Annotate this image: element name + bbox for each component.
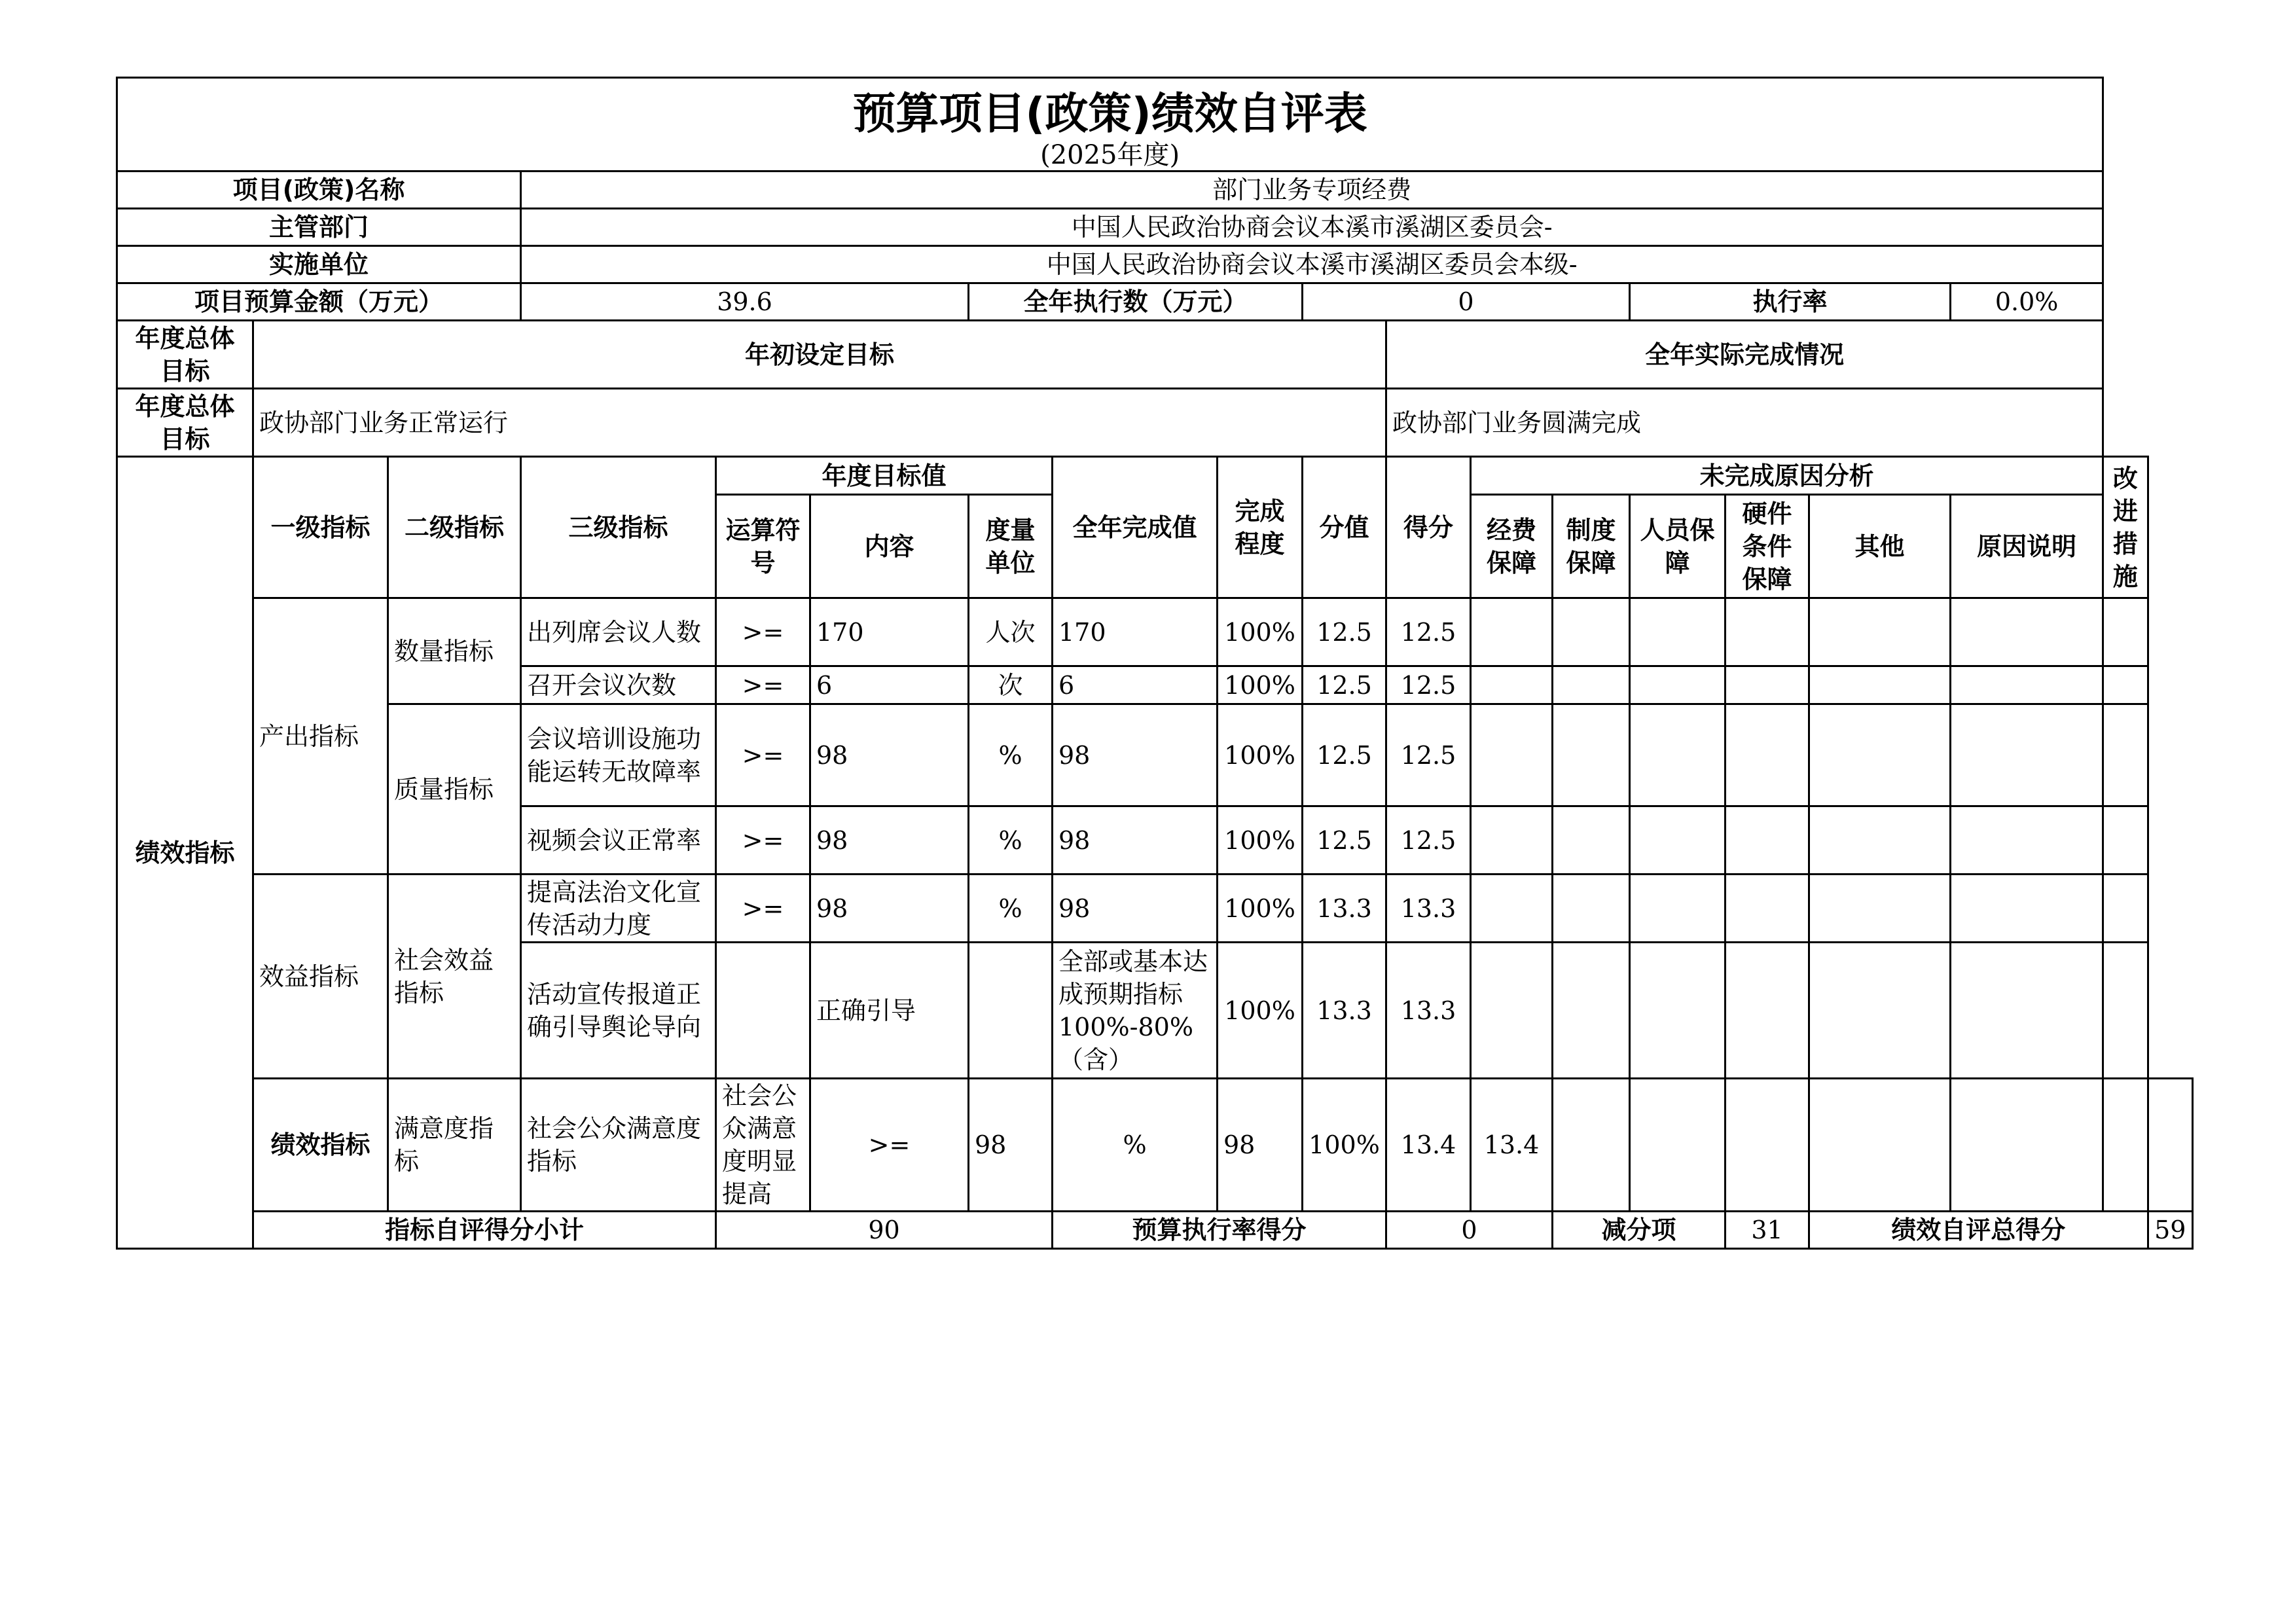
rate-score-value: 0 [1386, 1212, 1553, 1249]
dept-value: 中国人民政治协商会议本溪市溪湖区委员会- [521, 209, 2103, 246]
table-row [117, 875, 2193, 943]
actual-cell: 98 [1053, 806, 1218, 875]
completion-cell: 100% [1218, 704, 1303, 806]
content-cell: 98 [810, 875, 969, 943]
title-cell [117, 78, 2103, 171]
table-row [117, 704, 2193, 806]
actual-value-header: 全年完成值 [1053, 457, 1218, 598]
indicator-name: 召开会议次数 [521, 666, 716, 704]
content-cell: 正确引导 [810, 943, 969, 1079]
group-output: 产出指标 [253, 598, 388, 875]
actual-cell: 6 [1053, 666, 1218, 704]
deduct-label: 减分项 [1553, 1212, 1726, 1249]
executed-label: 全年执行数（万元） [969, 283, 1303, 321]
unit-cell: % [969, 875, 1053, 943]
operator-cell: >= [810, 1079, 969, 1212]
value-cell: 13.3 [1303, 875, 1386, 943]
score-cell: 13.4 [1471, 1079, 1553, 1212]
project-name-value: 部门业务专项经费 [521, 171, 2103, 209]
reason-group-header: 未完成原因分析 [1471, 457, 2103, 495]
operator-cell: >= [716, 806, 810, 875]
table-row [117, 598, 2193, 666]
indicator-name: 活动宣传报道正确引导舆论导向 [521, 943, 716, 1079]
budget-value: 39.6 [521, 283, 969, 321]
subtotal-value: 90 [716, 1212, 1053, 1249]
operator-cell: >= [716, 704, 810, 806]
goal-row-label: 年度总体目标 [117, 389, 253, 457]
group-public-satisfaction: 社会公众满意度指标 [521, 1079, 716, 1212]
content-cell: 170 [810, 598, 969, 666]
completion-cell: 100% [1218, 666, 1303, 704]
content-cell: 98 [810, 704, 969, 806]
evaluation-sheet [116, 77, 2194, 1250]
group-quality: 质量指标 [388, 704, 521, 875]
reason-system-header: 制度保障 [1553, 495, 1630, 598]
total-value: 59 [2148, 1212, 2192, 1249]
total-label: 绩效自评总得分 [1809, 1212, 2148, 1249]
indicator-name: 视频会议正常率 [521, 806, 716, 875]
page-year: (2025年度) [1040, 140, 1180, 170]
reason-fund-header: 经费保障 [1471, 495, 1553, 598]
actual-cell: 98 [1218, 1079, 1303, 1212]
deduct-value: 31 [1726, 1212, 1809, 1249]
operator-cell [716, 943, 810, 1079]
actual-goal-header: 全年实际完成情况 [1386, 321, 2103, 389]
rate-label: 执行率 [1630, 283, 1951, 321]
subtotal-label: 指标自评得分小计 [253, 1212, 716, 1249]
operator-cell: >= [716, 598, 810, 666]
unit-value: 中国人民政治协商会议本溪市溪湖区委员会本级- [521, 246, 2103, 283]
unit-cell: % [1053, 1079, 1218, 1212]
score-cell: 13.3 [1386, 943, 1471, 1079]
reason-note-header: 原因说明 [1951, 495, 2103, 598]
content-header: 内容 [810, 495, 969, 598]
level2-header: 二级指标 [388, 457, 521, 598]
score-cell: 12.5 [1386, 806, 1471, 875]
value-cell: 12.5 [1303, 704, 1386, 806]
group-social: 社会效益指标 [388, 875, 521, 1079]
reason-other-header: 其他 [1809, 495, 1951, 598]
completion-cell: 100% [1218, 806, 1303, 875]
unit-cell: 次 [969, 666, 1053, 704]
level1-header: 一级指标 [253, 457, 388, 598]
completion-cell: 100% [1218, 943, 1303, 1079]
target-group-header: 年度目标值 [716, 457, 1053, 495]
content-cell: 98 [969, 1079, 1053, 1212]
completion-header: 完成程度 [1218, 457, 1303, 598]
score-cell: 13.3 [1386, 875, 1471, 943]
actual-cell: 98 [1053, 875, 1218, 943]
perf-indicator-label: 绩效指标 [117, 457, 253, 1249]
indicator-name: 提高法治文化宣传活动力度 [521, 875, 716, 943]
completion-cell: 100% [1303, 1079, 1386, 1212]
score-cell: 12.5 [1386, 598, 1471, 666]
goal-header-label: 年度总体目标 [117, 321, 253, 389]
reason-staff-header: 人员保障 [1630, 495, 1726, 598]
initial-goal-text: 政协部门业务正常运行 [253, 389, 1386, 457]
initial-goal-header: 年初设定目标 [253, 321, 1386, 389]
score-cell: 12.5 [1386, 704, 1471, 806]
operator-header: 运算符号 [716, 495, 810, 598]
project-name-label: 项目(政策)名称 [117, 171, 521, 209]
content-cell: 98 [810, 806, 969, 875]
actual-cell: 98 [1053, 704, 1218, 806]
actual-cell: 全部或基本达成预期指标100%-80%（含） [1053, 943, 1218, 1079]
group-benefit: 效益指标 [253, 875, 388, 1079]
value-cell: 12.5 [1303, 598, 1386, 666]
executed-value: 0 [1303, 283, 1630, 321]
operator-cell: >= [716, 875, 810, 943]
table-row [117, 1079, 2193, 1212]
rate-score-label: 预算执行率得分 [1053, 1212, 1386, 1249]
value-cell: 13.4 [1386, 1079, 1471, 1212]
value-cell: 12.5 [1303, 666, 1386, 704]
evaluation-table [116, 77, 2194, 1250]
actual-cell: 170 [1053, 598, 1218, 666]
dept-label: 主管部门 [117, 209, 521, 246]
actual-goal-text: 政协部门业务圆满完成 [1386, 389, 2103, 457]
unit-header: 度量单位 [969, 495, 1053, 598]
completion-cell: 100% [1218, 598, 1303, 666]
indicator-name: 出列席会议人数 [521, 598, 716, 666]
page-title: 预算项目(政策)绩效自评表 [852, 88, 1367, 139]
completion-cell: 100% [1218, 875, 1303, 943]
unit-cell [969, 943, 1053, 1079]
score-value-header: 分值 [1303, 457, 1386, 598]
score-cell: 12.5 [1386, 666, 1471, 704]
group-satisfaction: 满意度指标 [388, 1079, 521, 1212]
content-cell: 6 [810, 666, 969, 704]
unit-cell: % [969, 806, 1053, 875]
indicator-name: 会议培训设施功能运转无故障率 [521, 704, 716, 806]
value-cell: 12.5 [1303, 806, 1386, 875]
rate-value: 0.0% [1951, 283, 2103, 321]
value-cell: 13.3 [1303, 943, 1386, 1079]
indicator-name: 社会公众满意度明显提高 [716, 1079, 810, 1212]
group-quantity: 数量指标 [388, 598, 521, 704]
unit-cell: % [969, 704, 1053, 806]
unit-cell: 人次 [969, 598, 1053, 666]
level3-header: 三级指标 [521, 457, 716, 598]
score-header: 得分 [1386, 457, 1471, 598]
improve-header: 改进措施 [2103, 457, 2148, 598]
unit-label: 实施单位 [117, 246, 521, 283]
operator-cell: >= [716, 666, 810, 704]
reason-hardware-header: 硬件条件保障 [1726, 495, 1809, 598]
perf-indicator-label-2: 绩效指标 [253, 1079, 388, 1212]
budget-label: 项目预算金额（万元） [117, 283, 521, 321]
